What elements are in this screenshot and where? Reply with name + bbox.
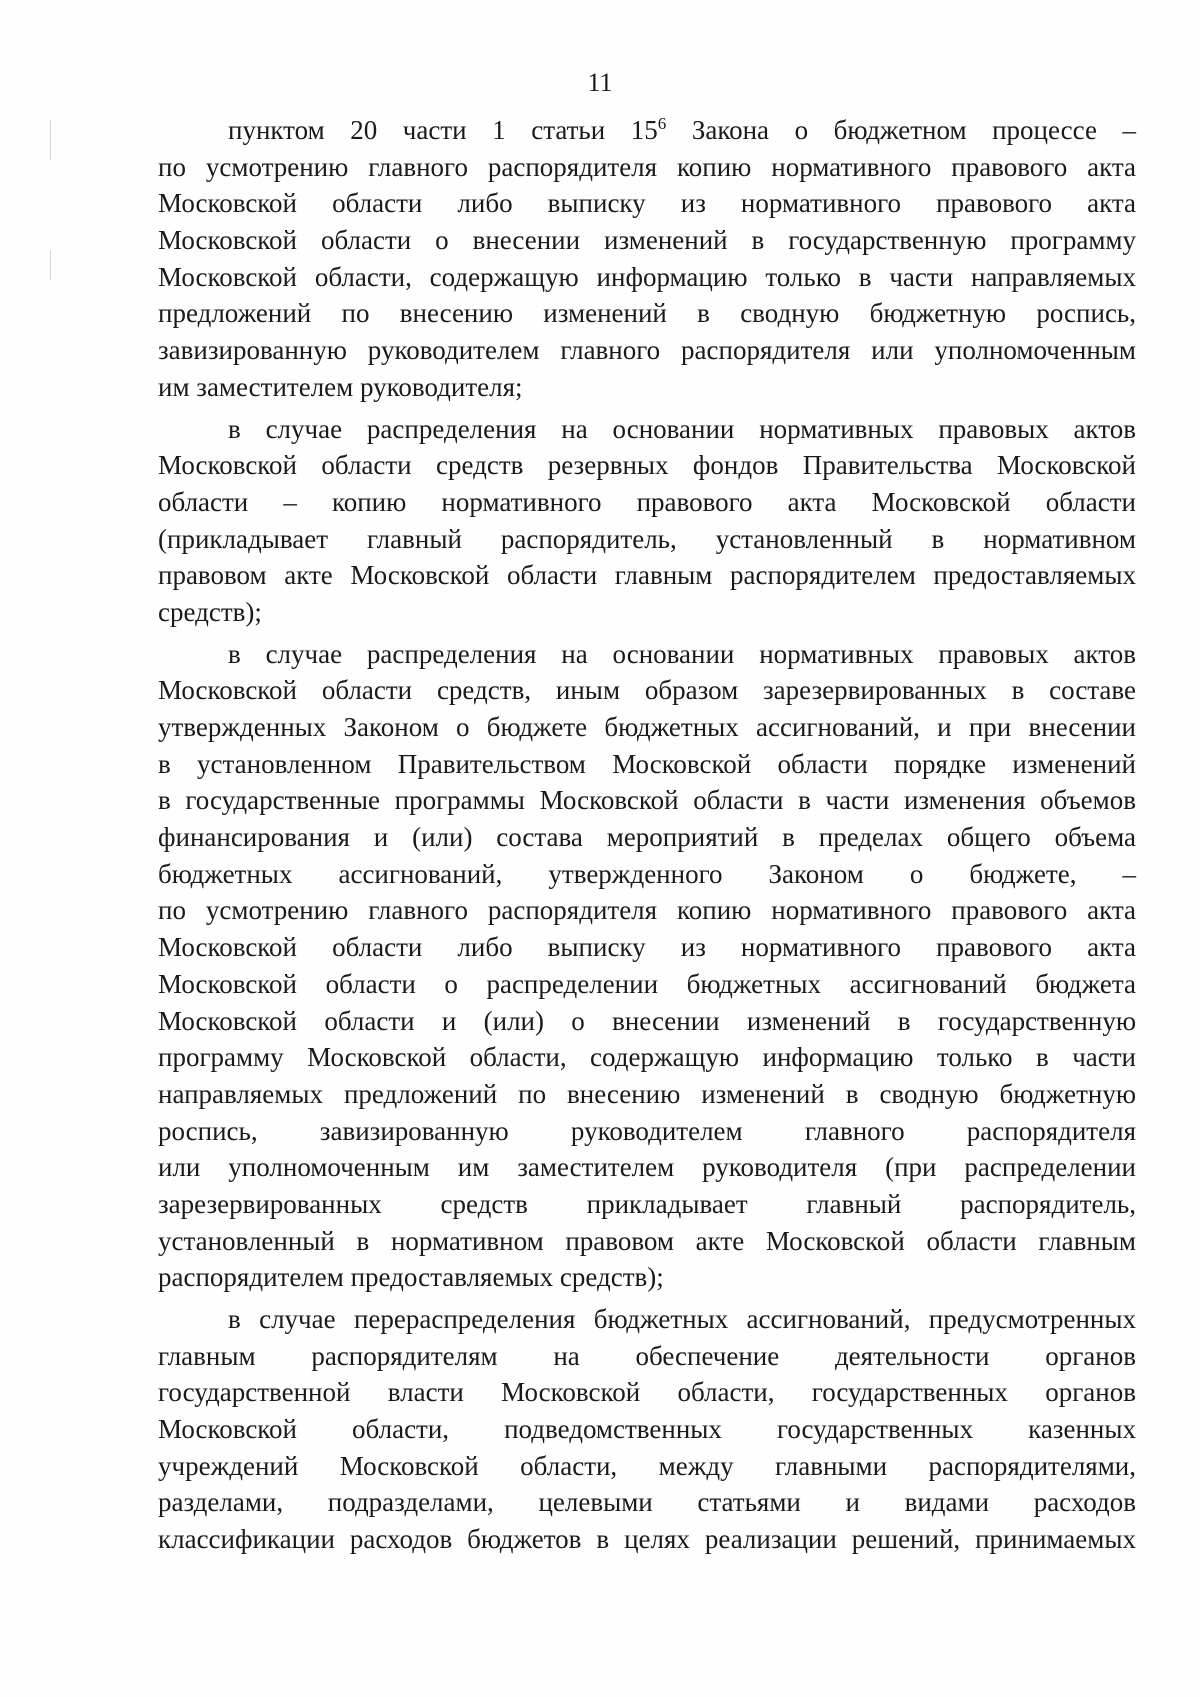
text-line: предложений по внесению изменений в сводную бюджетную роспись, <box>158 298 1136 329</box>
page-number: 11 <box>587 68 613 97</box>
text-line: главным распорядителям на обеспечение деятельности органов <box>158 1340 1136 1371</box>
text-line: в случае перераспределения бюджетных ассигнований, предусмотренных <box>228 1304 1136 1334</box>
text-line: Московской области либо выписку из нормативного правового акта <box>158 932 1136 963</box>
text-line: установленный в нормативном правовом акте Московской области главным <box>158 1225 1136 1256</box>
text-line: правовом акте Московской области главным распорядителем предоставляемых <box>158 560 1136 591</box>
text-line: или уполномоченным им заместителем руководителя (при распределении <box>158 1152 1136 1183</box>
text-line: Московской области, подведомственных государственных казенных <box>158 1414 1136 1445</box>
text-line: направляемых предложений по внесению изменений в сводную бюджетную <box>158 1078 1136 1109</box>
text-line: Московской области и (или) о внесении изменений в государственную <box>158 1005 1136 1036</box>
text-line: Московской области средств резервных фондов Правительства Московской <box>158 450 1136 481</box>
text-line: по усмотрению главного распорядителя копию нормативного правового акта <box>158 895 1136 926</box>
document-body <box>158 112 1136 1563</box>
scan-edge-mark <box>50 250 51 280</box>
text-line: (прикладывает главный распорядитель, установленный в нормативном <box>158 523 1136 554</box>
text-line: им заместителем руководителя; <box>158 371 523 402</box>
text-line: программу Московской области, содержащую информацию только в части <box>158 1042 1136 1073</box>
text-line: в случае распределения на основании нормативных правовых актов <box>228 638 1136 669</box>
text-line: завизированную руководителем главного распорядителя или уполномоченным <box>158 335 1136 366</box>
paragraph <box>158 411 1136 631</box>
text-line: Московской области средств, иным образом зарезервированных в составе <box>158 675 1136 706</box>
text-line: Московской области о распределении бюджетных ассигнований бюджета <box>158 968 1136 999</box>
text-line: в государственные программы Московской области в части изменения объемов <box>158 785 1136 816</box>
paragraph <box>158 636 1136 1296</box>
text-line: роспись, завизированную руководителем главного распорядителя <box>158 1115 1136 1146</box>
text-line: Московской области либо выписку из нормативного правового акта <box>158 188 1136 219</box>
text-line: в установленном Правительством Московской области порядке изменений <box>158 748 1136 779</box>
text-line: Московской области о внесении изменений в государственную программу <box>158 225 1136 256</box>
text-line: классификации расходов бюджетов в целях реализации решений, принимаемых <box>158 1524 1136 1555</box>
text-line-end: Закона о бюджетном процессе – <box>666 115 1136 145</box>
text-line: зарезервированных средств прикладывает главный распорядитель, <box>158 1188 1136 1219</box>
text-line <box>158 112 1136 149</box>
paragraph <box>158 112 1136 406</box>
text-line: в случае распределения на основании нормативных правовых актов <box>228 413 1136 444</box>
text-line: утвержденных Законом о бюджете бюджетных ассигнований, и при внесении <box>158 712 1136 742</box>
text-line: бюджетных ассигнований, утвержденного Законом о бюджете, – <box>158 858 1136 889</box>
superscript-index: 6 <box>657 114 667 133</box>
text-line: разделами, подразделами, целевыми статьями и видами расходов <box>158 1487 1136 1518</box>
paragraph <box>158 1301 1136 1558</box>
text-line: распорядителем предоставляемых средств); <box>158 1262 664 1293</box>
text-line: Московской области, содержащую информацию только в части направляемых <box>158 261 1136 292</box>
text-line: области – копию нормативного правового акта Московской области <box>158 486 1136 517</box>
scan-edge-mark <box>50 120 51 160</box>
text-line: по усмотрению главного распорядителя копию нормативного правового акта <box>158 151 1136 182</box>
text-line: учреждений Московской области, между главными распорядителями, <box>158 1450 1136 1481</box>
text-line-start: пунктом 20 части 1 статьи 15 <box>228 115 658 145</box>
text-line: государственной власти Московской области, государственных органов <box>158 1377 1136 1408</box>
text-line: финансирования и (или) состава мероприятий в пределах общего объема <box>158 822 1136 853</box>
text-line: средств); <box>158 596 262 627</box>
